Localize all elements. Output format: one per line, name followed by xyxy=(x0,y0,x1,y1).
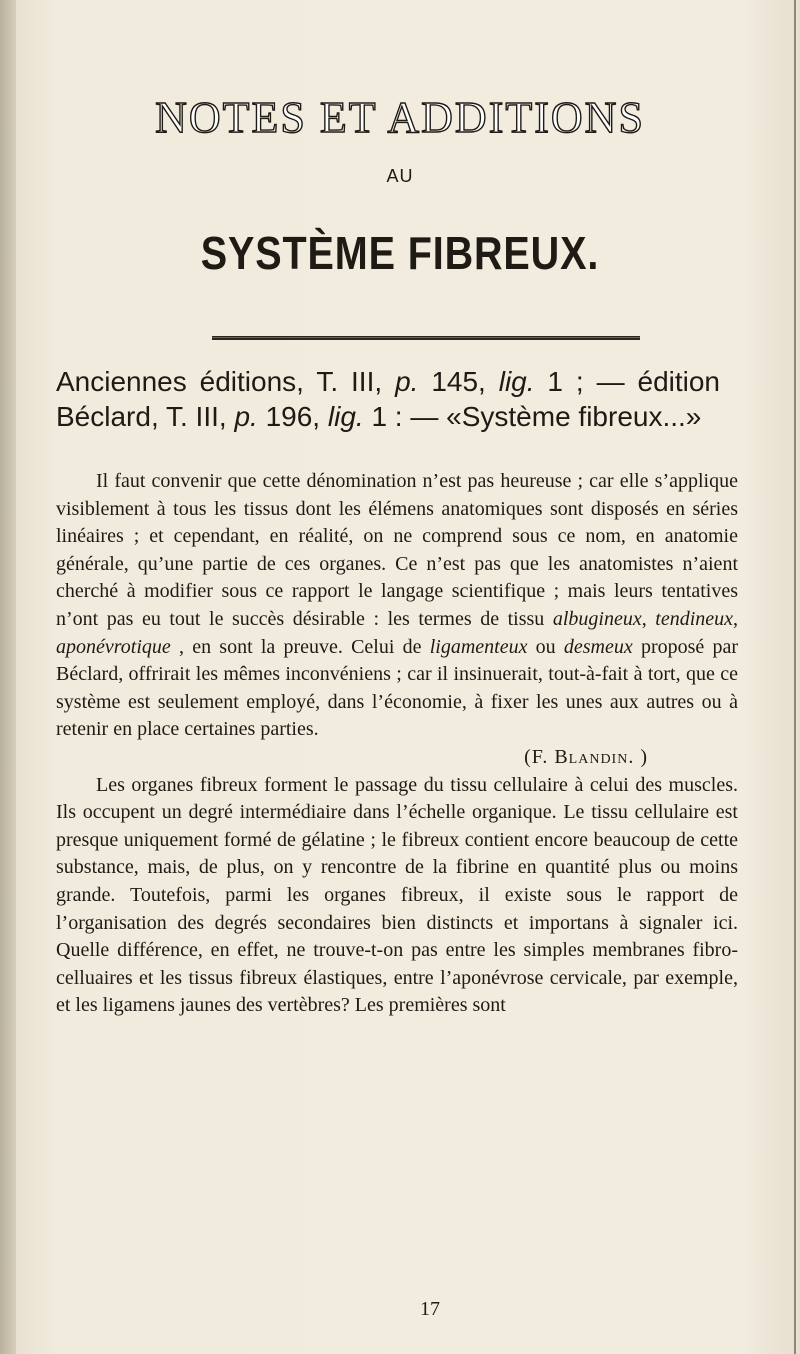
author-signature xyxy=(56,744,738,772)
term-aponevrotique: aponévrotique xyxy=(56,635,171,658)
decorative-rule xyxy=(212,336,640,340)
reference-line-abbr: lig. xyxy=(498,366,535,397)
paragraph-fibrous-organs: Les organes fibreux forment le passage du tissu cellulaire à celui des muscles. Ils occupent un degré intermédiaire dans l’échelle organique. Le tissu cellulaire est presque uniquement formé de gélatine ; le fibreux contient encore beaucoup de cette substance, mais, de plus, on y rencontre de la fibrine en quantité plus ou moins grande. Toutefois, parmi les organes fibreux, il existe sous le rapport de l’organisation des degrés secondaires bien distincts et importans à signaler ici. Quelle différence, en effet, ne trouve-t-on pas entre les simples membranes fibro-celluaires et les tissus fibreux élastiques, entre l’aponévrose cervicale, par exemple, et les ligamens jaunes des vertèbres? Les premières sont xyxy=(56,773,738,1017)
paragraph-text: ou xyxy=(527,635,564,658)
reference-text: Anciennes éditions, T. III, xyxy=(56,366,396,397)
reference-text: 1 ; — édition Béclard, T. III, xyxy=(56,366,721,432)
section-title: NOTES ET ADDITIONS xyxy=(155,93,645,142)
paragraph-text: Il faut convenir que cette dénomination n’est pas heureuse ; car elle s’applique visiblement à tous les tissus dont les élémens anatomiques sont disposés en séries linéaires ; et cependant, en réalité, on ne comprend sous ce nom, en anatomie générale, qu’une partie de ces organes. Ce n’est pas que les anatomistes n’aient cherché à modifier sous ce rapport le langage scientifique ; mais leurs tentatives n’ont pas eu tout le succès désirable : les termes de tissu xyxy=(56,470,738,630)
section-subject: SYSTÈME FIBREUX. xyxy=(200,227,600,279)
signature-open: (F. xyxy=(524,745,555,768)
reference-text: 196, xyxy=(257,401,328,432)
signature-mark: 17 xyxy=(420,1298,440,1320)
reference-text: 1 : — «Système fibreux...» xyxy=(363,401,702,432)
reference-page-abbr: p. xyxy=(395,366,419,397)
term-desmeux: desmeux xyxy=(563,635,633,658)
paragraph-text: , xyxy=(733,607,739,630)
body-text xyxy=(56,468,738,1020)
paragraph-text: , en sont la preuve. Celui de xyxy=(170,635,430,658)
term-albugineux: albugineux xyxy=(552,607,642,630)
term-tendineux: tendineux xyxy=(655,607,734,630)
reference-line-abbr: lig. xyxy=(327,401,364,432)
edition-reference xyxy=(56,364,720,434)
paragraph-text: proposé par Béclard, offrirait les mêmes inconvéniens ; car il insinuerait, tout-à-fait à tort, que ce système est seulement employé, dans l’économie, à fixer les unes aux autres ou à retenir en place certaines parties. xyxy=(56,635,739,741)
signature-close: . ) xyxy=(628,745,648,768)
paragraph-text: , xyxy=(641,607,656,630)
term-ligamenteux: ligamenteux xyxy=(429,635,528,658)
page-edge xyxy=(794,0,796,1354)
signature-name: Blandin xyxy=(554,745,629,768)
section-connector: AU xyxy=(386,166,414,186)
reference-text: 145, xyxy=(418,366,499,397)
paragraph-blandin-note xyxy=(56,468,738,744)
reference-page-abbr: p. xyxy=(234,401,258,432)
page-binding-shadow xyxy=(0,0,16,1354)
